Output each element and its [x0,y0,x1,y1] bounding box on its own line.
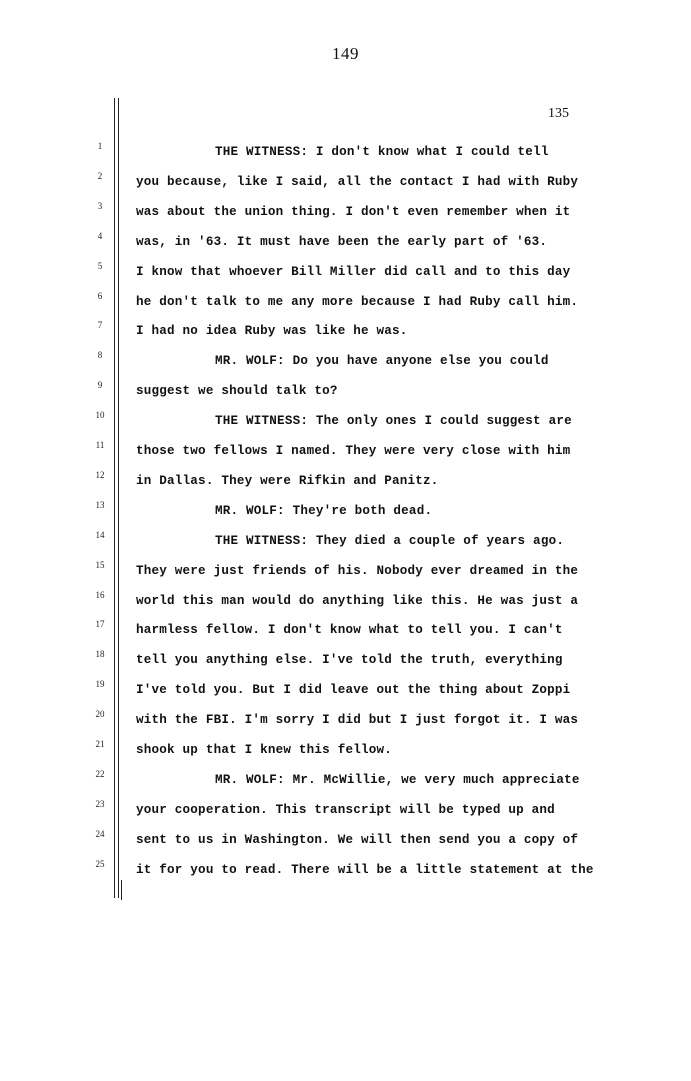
line-text: suggest we should talk to? [136,384,338,399]
line-number: 13 [95,499,105,510]
transcript-line [0,589,691,614]
line-number: 16 [95,589,105,600]
transcript-line [0,709,691,733]
line-number: 21 [95,739,105,749]
transcript-line [0,768,691,793]
transcript-line [0,320,691,344]
transcript-line [0,440,691,464]
line-text: THE WITNESS: I don't know what I could tell [215,145,549,159]
line-text: I know that whoever Bill Miller did call and to this day [136,264,571,279]
line-number: 19 [95,679,105,690]
transcript-line [0,141,691,165]
transcript-line [0,170,691,195]
transcript-line [0,739,691,763]
line-text: They were just friends of his. Nobody ever dreamed in the [136,563,579,578]
transcript-line [0,499,691,524]
line-number: 8 [97,350,103,361]
line-number: 20 [95,709,105,720]
transcript-line [0,828,691,853]
line-number: 18 [95,649,105,660]
line-text: MR. WOLF: Do you have anyone else you could [215,354,549,369]
line-number: 12 [95,469,105,480]
line-text: was, in '63. It must have been the early part of '63. [136,234,548,249]
line-number: 11 [95,440,105,450]
line-number: 3 [97,200,103,211]
line-number: 5 [97,260,103,271]
line-number: 9 [97,380,103,391]
line-text: was about the union thing. I don't even remember when it [136,204,571,219]
line-number: 17 [95,619,105,630]
line-text: sent to us in Washington. We will then send you a copy of [136,832,579,847]
line-text: with the FBI. I'm sorry I did but I just forgot it. I was [136,713,579,728]
transcript-line [0,290,691,315]
transcript-line [0,200,691,225]
line-text: THE WITNESS: They died a couple of years ago. [215,533,565,548]
page-number: 149 [332,44,359,63]
transcript-line [0,380,691,404]
line-number: 6 [97,290,103,301]
line-text: in Dallas. They were Rifkin and Panitz. [136,473,439,488]
transcript-line [0,260,691,285]
line-number: 4 [97,230,103,241]
line-text: world this man would do anything like this. He was just a [136,593,579,608]
transcript-line [0,649,691,673]
transcript-line [0,230,691,255]
line-number: 1 [97,141,103,151]
line-text: those two fellows I named. They were very close with him [136,444,571,458]
transcript-line [0,858,691,883]
line-text: I had no idea Ruby was like he was. [136,324,408,339]
margin-rule [121,880,122,900]
line-text: harmless fellow. I don't know what to tell you. I can't [136,623,563,638]
line-number: 2 [97,170,103,181]
line-text: it for you to read. There will be a little statement at the [136,862,594,877]
transcript-line [0,798,691,823]
line-text: you because, like I said, all the contact I had with Ruby [136,174,579,189]
line-number: 15 [95,559,105,570]
line-text: MR. WOLF: They're both dead. [215,503,433,518]
transcript-line [0,410,691,434]
transcript-page-number: 135 [548,106,569,121]
transcript-line [0,469,691,494]
line-text: shook up that I knew this fellow. [136,743,392,757]
transcript-line [0,529,691,554]
line-text: he don't talk to me any more because I had Ruby call him. [136,294,579,309]
transcript-line [0,559,691,584]
line-number: 7 [97,320,103,331]
line-text: I've told you. But I did leave out the thing about Zoppi [136,683,571,698]
line-text: THE WITNESS: The only ones I could suggest are [215,414,572,429]
line-text: your cooperation. This transcript will be typed up and [136,802,555,817]
line-number: 10 [95,410,105,421]
line-text: MR. WOLF: Mr. McWillie, we very much appreciate [215,772,580,787]
line-number: 23 [95,798,105,809]
transcript-line [0,619,691,643]
line-text: tell you anything else. I've told the truth, everything [136,653,563,668]
line-number: 14 [95,529,105,540]
line-number: 24 [95,828,105,839]
line-number: 25 [95,858,105,869]
transcript-line [0,679,691,703]
transcript-line [0,350,691,374]
line-number: 22 [95,768,105,779]
